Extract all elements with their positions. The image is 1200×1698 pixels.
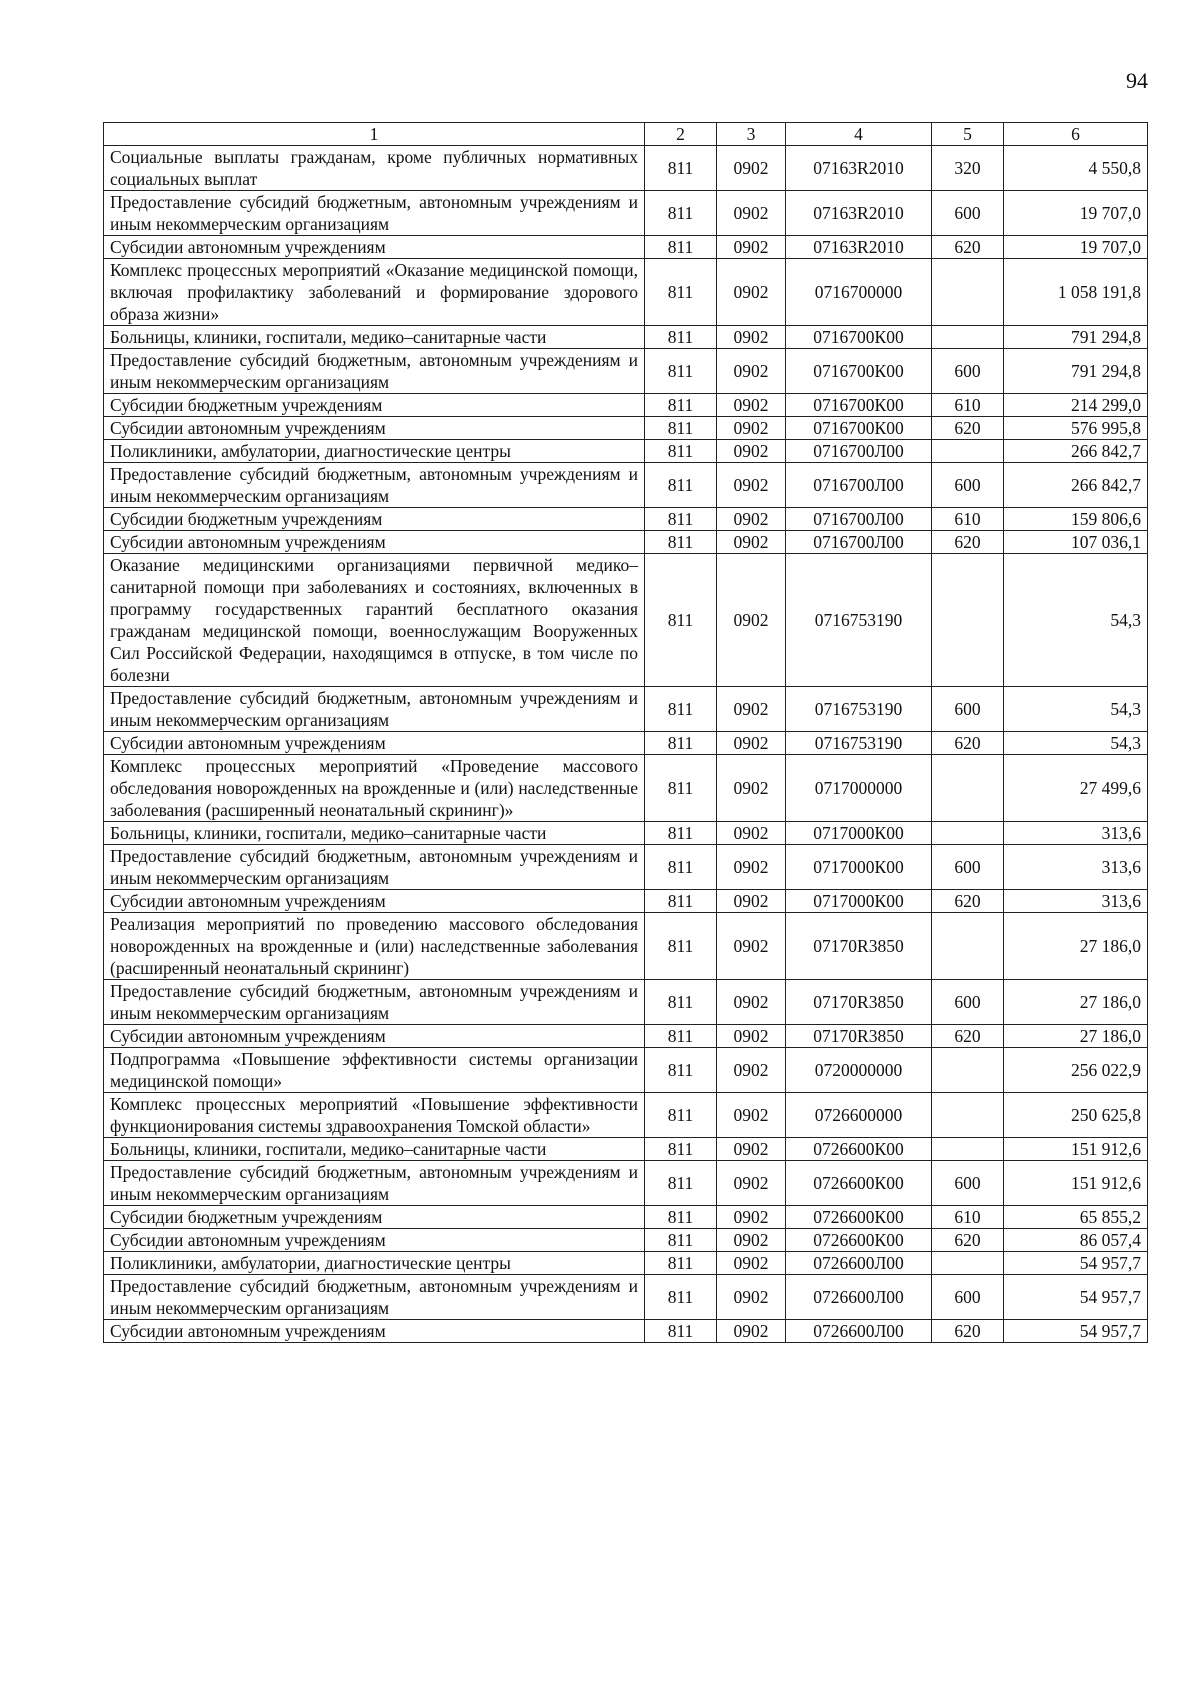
section-code-cell: 0902 bbox=[717, 440, 786, 463]
ministry-code-cell: 811 bbox=[645, 1048, 717, 1093]
section-code-cell: 0902 bbox=[717, 1161, 786, 1206]
table-row bbox=[104, 1206, 1148, 1229]
column-header: 5 bbox=[932, 123, 1004, 146]
ministry-code-cell: 811 bbox=[645, 508, 717, 531]
expense-type-cell bbox=[932, 1252, 1004, 1275]
target-code-cell: 0717000К00 bbox=[786, 845, 932, 890]
ministry-code-cell: 811 bbox=[645, 845, 717, 890]
row-name-cell: Больницы, клиники, госпитали, медико–санитарные части bbox=[104, 1138, 645, 1161]
section-code-cell: 0902 bbox=[717, 1320, 786, 1343]
expense-type-cell: 620 bbox=[932, 1229, 1004, 1252]
ministry-code-cell: 811 bbox=[645, 440, 717, 463]
section-code-cell: 0902 bbox=[717, 732, 786, 755]
amount-cell: 266 842,7 bbox=[1004, 463, 1148, 508]
table-row bbox=[104, 508, 1148, 531]
row-name-cell: Предоставление субсидий бюджетным, автономным учреждениям и иным некоммерческим организациям bbox=[104, 349, 645, 394]
expense-type-cell bbox=[932, 822, 1004, 845]
amount-cell: 1 058 191,8 bbox=[1004, 259, 1148, 326]
amount-cell: 313,6 bbox=[1004, 890, 1148, 913]
section-code-cell: 0902 bbox=[717, 349, 786, 394]
section-code-cell: 0902 bbox=[717, 326, 786, 349]
amount-cell: 4 550,8 bbox=[1004, 146, 1148, 191]
amount-cell: 27 186,0 bbox=[1004, 1025, 1148, 1048]
column-header: 2 bbox=[645, 123, 717, 146]
section-code-cell: 0902 bbox=[717, 1048, 786, 1093]
section-code-cell: 0902 bbox=[717, 508, 786, 531]
ministry-code-cell: 811 bbox=[645, 1025, 717, 1048]
amount-cell: 54 957,7 bbox=[1004, 1275, 1148, 1320]
target-code-cell: 0726600К00 bbox=[786, 1161, 932, 1206]
ministry-code-cell: 811 bbox=[645, 913, 717, 980]
section-code-cell: 0902 bbox=[717, 890, 786, 913]
expense-type-cell: 620 bbox=[932, 732, 1004, 755]
table-row bbox=[104, 1275, 1148, 1320]
expense-type-cell bbox=[932, 1048, 1004, 1093]
target-code-cell: 07163R2010 bbox=[786, 146, 932, 191]
section-code-cell: 0902 bbox=[717, 913, 786, 980]
section-code-cell: 0902 bbox=[717, 845, 786, 890]
ministry-code-cell: 811 bbox=[645, 687, 717, 732]
section-code-cell: 0902 bbox=[717, 394, 786, 417]
row-name-cell: Реализация мероприятий по проведению массового обследования новорожденных на врожденные и (или) наследственные заболевания (расширенный неонатальный скрининг) bbox=[104, 913, 645, 980]
section-code-cell: 0902 bbox=[717, 1252, 786, 1275]
ministry-code-cell: 811 bbox=[645, 890, 717, 913]
ministry-code-cell: 811 bbox=[645, 1138, 717, 1161]
ministry-code-cell: 811 bbox=[645, 554, 717, 687]
expense-type-cell: 600 bbox=[932, 845, 1004, 890]
table-row bbox=[104, 259, 1148, 326]
row-name-cell: Социальные выплаты гражданам, кроме публичных нормативных социальных выплат bbox=[104, 146, 645, 191]
table-row bbox=[104, 732, 1148, 755]
target-code-cell: 0716700Л00 bbox=[786, 508, 932, 531]
table-row bbox=[104, 1048, 1148, 1093]
target-code-cell: 0716700Л00 bbox=[786, 440, 932, 463]
table-row bbox=[104, 1025, 1148, 1048]
expense-type-cell: 600 bbox=[932, 191, 1004, 236]
target-code-cell: 0716700Л00 bbox=[786, 531, 932, 554]
table-row bbox=[104, 440, 1148, 463]
amount-cell: 256 022,9 bbox=[1004, 1048, 1148, 1093]
ministry-code-cell: 811 bbox=[645, 980, 717, 1025]
expense-type-cell bbox=[932, 1138, 1004, 1161]
target-code-cell: 0716753190 bbox=[786, 687, 932, 732]
expense-type-cell: 600 bbox=[932, 349, 1004, 394]
row-name-cell: Субсидии бюджетным учреждениям bbox=[104, 508, 645, 531]
amount-cell: 27 499,6 bbox=[1004, 755, 1148, 822]
expense-type-cell: 610 bbox=[932, 1206, 1004, 1229]
table-row bbox=[104, 349, 1148, 394]
expense-type-cell: 600 bbox=[932, 980, 1004, 1025]
table-row bbox=[104, 913, 1148, 980]
target-code-cell: 0717000000 bbox=[786, 755, 932, 822]
row-name-cell: Оказание медицинскими организациями первичной медико–санитарной помощи при заболеваниях и состояниях, включенных в программу государственных гарантий бесплатного оказания гражданам медицинской помощи, военнослужащим Вооруженных Сил Российской Федерации, находящимся в отпуске, в том числе по болезни bbox=[104, 554, 645, 687]
ministry-code-cell: 811 bbox=[645, 394, 717, 417]
target-code-cell: 0726600000 bbox=[786, 1093, 932, 1138]
row-name-cell: Предоставление субсидий бюджетным, автономным учреждениям и иным некоммерческим организациям bbox=[104, 845, 645, 890]
table-row bbox=[104, 1229, 1148, 1252]
table-row bbox=[104, 394, 1148, 417]
target-code-cell: 0726600Л00 bbox=[786, 1275, 932, 1320]
table-row bbox=[104, 236, 1148, 259]
row-name-cell: Комплекс процессных мероприятий «Оказание медицинской помощи, включая профилактику заболеваний и формирование здорового образа жизни» bbox=[104, 259, 645, 326]
target-code-cell: 0717000К00 bbox=[786, 890, 932, 913]
ministry-code-cell: 811 bbox=[645, 1252, 717, 1275]
ministry-code-cell: 811 bbox=[645, 146, 717, 191]
section-code-cell: 0902 bbox=[717, 259, 786, 326]
column-header: 4 bbox=[786, 123, 932, 146]
row-name-cell: Предоставление субсидий бюджетным, автономным учреждениям и иным некоммерческим организациям bbox=[104, 1275, 645, 1320]
row-name-cell: Субсидии автономным учреждениям bbox=[104, 890, 645, 913]
expense-type-cell: 600 bbox=[932, 687, 1004, 732]
table-row bbox=[104, 463, 1148, 508]
target-code-cell: 0726600К00 bbox=[786, 1229, 932, 1252]
ministry-code-cell: 811 bbox=[645, 1093, 717, 1138]
row-name-cell: Поликлиники, амбулатории, диагностические центры bbox=[104, 440, 645, 463]
row-name-cell: Субсидии автономным учреждениям bbox=[104, 417, 645, 440]
table-row bbox=[104, 845, 1148, 890]
amount-cell: 19 707,0 bbox=[1004, 236, 1148, 259]
amount-cell: 576 995,8 bbox=[1004, 417, 1148, 440]
ministry-code-cell: 811 bbox=[645, 531, 717, 554]
expense-type-cell bbox=[932, 1093, 1004, 1138]
section-code-cell: 0902 bbox=[717, 1229, 786, 1252]
row-name-cell: Комплекс процессных мероприятий «Повышение эффективности функционирования системы здравоохранения Томской области» bbox=[104, 1093, 645, 1138]
column-number-row bbox=[104, 123, 1148, 146]
amount-cell: 107 036,1 bbox=[1004, 531, 1148, 554]
page-number: 94 bbox=[1126, 68, 1148, 93]
table-body bbox=[104, 146, 1148, 1343]
row-name-cell: Субсидии автономным учреждениям bbox=[104, 1320, 645, 1343]
table-row bbox=[104, 1320, 1148, 1343]
section-code-cell: 0902 bbox=[717, 1206, 786, 1229]
table-row bbox=[104, 417, 1148, 440]
row-name-cell: Предоставление субсидий бюджетным, автономным учреждениям и иным некоммерческим организациям bbox=[104, 463, 645, 508]
row-name-cell: Предоставление субсидий бюджетным, автономным учреждениям и иным некоммерческим организациям bbox=[104, 687, 645, 732]
row-name-cell: Субсидии автономным учреждениям bbox=[104, 531, 645, 554]
expense-type-cell: 620 bbox=[932, 1025, 1004, 1048]
amount-cell: 214 299,0 bbox=[1004, 394, 1148, 417]
section-code-cell: 0902 bbox=[717, 980, 786, 1025]
ministry-code-cell: 811 bbox=[645, 259, 717, 326]
ministry-code-cell: 811 bbox=[645, 326, 717, 349]
expense-type-cell: 620 bbox=[932, 890, 1004, 913]
expense-type-cell: 620 bbox=[932, 417, 1004, 440]
section-code-cell: 0902 bbox=[717, 191, 786, 236]
table-row bbox=[104, 1138, 1148, 1161]
ministry-code-cell: 811 bbox=[645, 1229, 717, 1252]
row-name-cell: Поликлиники, амбулатории, диагностические центры bbox=[104, 1252, 645, 1275]
row-name-cell: Предоставление субсидий бюджетным, автономным учреждениям и иным некоммерческим организациям bbox=[104, 191, 645, 236]
section-code-cell: 0902 bbox=[717, 1093, 786, 1138]
amount-cell: 791 294,8 bbox=[1004, 349, 1148, 394]
row-name-cell: Субсидии бюджетным учреждениям bbox=[104, 394, 645, 417]
target-code-cell: 0716700К00 bbox=[786, 394, 932, 417]
table-row bbox=[104, 687, 1148, 732]
amount-cell: 313,6 bbox=[1004, 822, 1148, 845]
target-code-cell: 0726600К00 bbox=[786, 1138, 932, 1161]
table-row bbox=[104, 822, 1148, 845]
target-code-cell: 0726600Л00 bbox=[786, 1252, 932, 1275]
table-row bbox=[104, 191, 1148, 236]
section-code-cell: 0902 bbox=[717, 755, 786, 822]
ministry-code-cell: 811 bbox=[645, 463, 717, 508]
row-name-cell: Субсидии автономным учреждениям bbox=[104, 1229, 645, 1252]
amount-cell: 54,3 bbox=[1004, 687, 1148, 732]
amount-cell: 86 057,4 bbox=[1004, 1229, 1148, 1252]
amount-cell: 27 186,0 bbox=[1004, 913, 1148, 980]
target-code-cell: 07170R3850 bbox=[786, 980, 932, 1025]
expense-type-cell: 610 bbox=[932, 394, 1004, 417]
target-code-cell: 0717000К00 bbox=[786, 822, 932, 845]
column-header: 3 bbox=[717, 123, 786, 146]
column-header: 1 bbox=[104, 123, 645, 146]
ministry-code-cell: 811 bbox=[645, 417, 717, 440]
row-name-cell: Предоставление субсидий бюджетным, автономным учреждениям и иным некоммерческим организациям bbox=[104, 1161, 645, 1206]
target-code-cell: 07170R3850 bbox=[786, 913, 932, 980]
amount-cell: 151 912,6 bbox=[1004, 1161, 1148, 1206]
section-code-cell: 0902 bbox=[717, 822, 786, 845]
table-row bbox=[104, 1161, 1148, 1206]
expense-type-cell: 600 bbox=[932, 1275, 1004, 1320]
section-code-cell: 0902 bbox=[717, 554, 786, 687]
expense-type-cell bbox=[932, 755, 1004, 822]
budget-table bbox=[103, 122, 1148, 1343]
row-name-cell: Субсидии автономным учреждениям bbox=[104, 236, 645, 259]
target-code-cell: 0716753190 bbox=[786, 732, 932, 755]
expense-type-cell: 620 bbox=[932, 531, 1004, 554]
row-name-cell: Субсидии автономным учреждениям bbox=[104, 1025, 645, 1048]
section-code-cell: 0902 bbox=[717, 531, 786, 554]
target-code-cell: 07163R2010 bbox=[786, 236, 932, 259]
ministry-code-cell: 811 bbox=[645, 732, 717, 755]
table-row bbox=[104, 531, 1148, 554]
expense-type-cell bbox=[932, 554, 1004, 687]
ministry-code-cell: 811 bbox=[645, 236, 717, 259]
amount-cell: 266 842,7 bbox=[1004, 440, 1148, 463]
table-row bbox=[104, 146, 1148, 191]
amount-cell: 65 855,2 bbox=[1004, 1206, 1148, 1229]
expense-type-cell bbox=[932, 913, 1004, 980]
ministry-code-cell: 811 bbox=[645, 755, 717, 822]
row-name-cell: Подпрограмма «Повышение эффективности системы организации медицинской помощи» bbox=[104, 1048, 645, 1093]
target-code-cell: 0726600Л00 bbox=[786, 1320, 932, 1343]
ministry-code-cell: 811 bbox=[645, 191, 717, 236]
target-code-cell: 07170R3850 bbox=[786, 1025, 932, 1048]
row-name-cell: Больницы, клиники, госпитали, медико–санитарные части bbox=[104, 326, 645, 349]
target-code-cell: 0716700К00 bbox=[786, 349, 932, 394]
amount-cell: 791 294,8 bbox=[1004, 326, 1148, 349]
column-header: 6 bbox=[1004, 123, 1148, 146]
ministry-code-cell: 811 bbox=[645, 822, 717, 845]
section-code-cell: 0902 bbox=[717, 417, 786, 440]
amount-cell: 159 806,6 bbox=[1004, 508, 1148, 531]
table-row bbox=[104, 1093, 1148, 1138]
amount-cell: 54 957,7 bbox=[1004, 1320, 1148, 1343]
section-code-cell: 0902 bbox=[717, 687, 786, 732]
amount-cell: 313,6 bbox=[1004, 845, 1148, 890]
target-code-cell: 0716700000 bbox=[786, 259, 932, 326]
target-code-cell: 0716700Л00 bbox=[786, 463, 932, 508]
target-code-cell: 0716753190 bbox=[786, 554, 932, 687]
section-code-cell: 0902 bbox=[717, 236, 786, 259]
amount-cell: 54,3 bbox=[1004, 554, 1148, 687]
table-row bbox=[104, 1252, 1148, 1275]
amount-cell: 19 707,0 bbox=[1004, 191, 1148, 236]
target-code-cell: 0720000000 bbox=[786, 1048, 932, 1093]
target-code-cell: 0716700К00 bbox=[786, 417, 932, 440]
expense-type-cell: 610 bbox=[932, 508, 1004, 531]
row-name-cell: Субсидии бюджетным учреждениям bbox=[104, 1206, 645, 1229]
section-code-cell: 0902 bbox=[717, 146, 786, 191]
expense-type-cell: 600 bbox=[932, 463, 1004, 508]
row-name-cell: Больницы, клиники, госпитали, медико–санитарные части bbox=[104, 822, 645, 845]
amount-cell: 54,3 bbox=[1004, 732, 1148, 755]
expense-type-cell: 620 bbox=[932, 236, 1004, 259]
table-row bbox=[104, 755, 1148, 822]
section-code-cell: 0902 bbox=[717, 1138, 786, 1161]
amount-cell: 151 912,6 bbox=[1004, 1138, 1148, 1161]
section-code-cell: 0902 bbox=[717, 1025, 786, 1048]
target-code-cell: 0716700К00 bbox=[786, 326, 932, 349]
section-code-cell: 0902 bbox=[717, 463, 786, 508]
table-row bbox=[104, 554, 1148, 687]
ministry-code-cell: 811 bbox=[645, 1320, 717, 1343]
table-row bbox=[104, 326, 1148, 349]
expense-type-cell: 320 bbox=[932, 146, 1004, 191]
target-code-cell: 07163R2010 bbox=[786, 191, 932, 236]
expense-type-cell bbox=[932, 326, 1004, 349]
ministry-code-cell: 811 bbox=[645, 1275, 717, 1320]
amount-cell: 54 957,7 bbox=[1004, 1252, 1148, 1275]
expense-type-cell bbox=[932, 259, 1004, 326]
amount-cell: 250 625,8 bbox=[1004, 1093, 1148, 1138]
target-code-cell: 0726600К00 bbox=[786, 1206, 932, 1229]
row-name-cell: Субсидии автономным учреждениям bbox=[104, 732, 645, 755]
expense-type-cell: 620 bbox=[932, 1320, 1004, 1343]
amount-cell: 27 186,0 bbox=[1004, 980, 1148, 1025]
expense-type-cell: 600 bbox=[932, 1161, 1004, 1206]
expense-type-cell bbox=[932, 440, 1004, 463]
row-name-cell: Предоставление субсидий бюджетным, автономным учреждениям и иным некоммерческим организациям bbox=[104, 980, 645, 1025]
ministry-code-cell: 811 bbox=[645, 1161, 717, 1206]
ministry-code-cell: 811 bbox=[645, 1206, 717, 1229]
table-row bbox=[104, 980, 1148, 1025]
section-code-cell: 0902 bbox=[717, 1275, 786, 1320]
row-name-cell: Комплекс процессных мероприятий «Проведение массового обследования новорожденных на врожденные и (или) наследственные заболевания (расширенный неонатальный скрининг)» bbox=[104, 755, 645, 822]
table-row bbox=[104, 890, 1148, 913]
ministry-code-cell: 811 bbox=[645, 349, 717, 394]
